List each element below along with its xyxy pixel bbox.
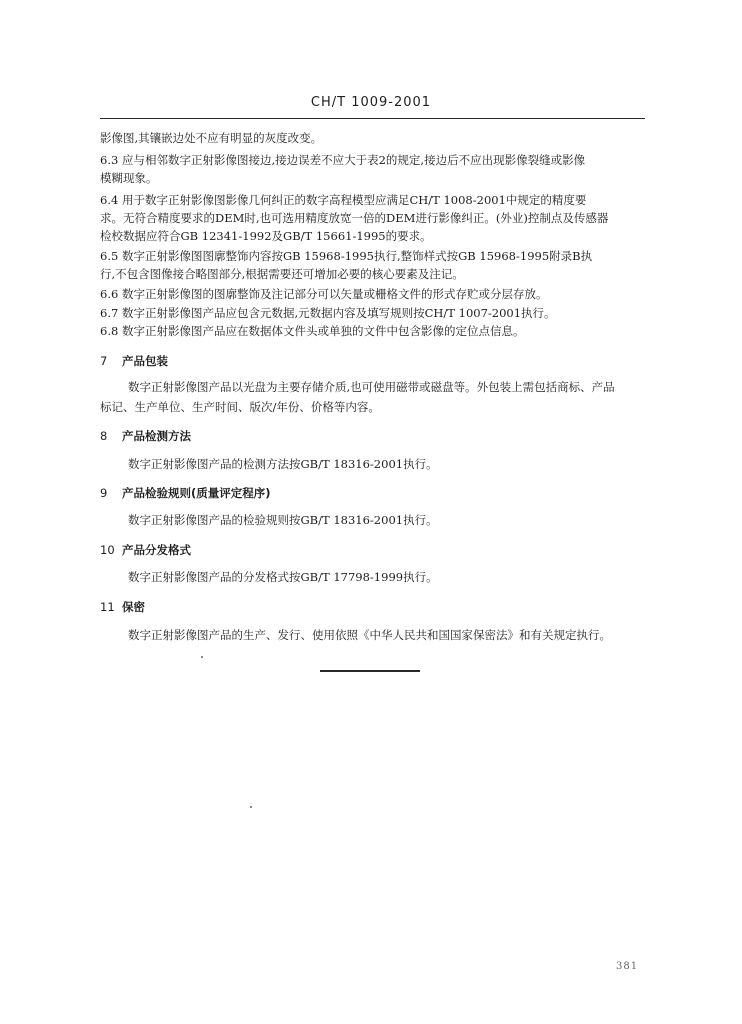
clause-6-5: 6.5 数字正射影像图图廓整饰内容按GB 15968-1995执行,整饰样式按GB 15968-1995附录B执 [100,249,593,263]
section-title: 产品检验规则(质量评定程序) [122,486,271,500]
section-title: 保密 [122,600,145,614]
header-rule [100,118,645,119]
text-line: 模糊现象。 [100,171,158,185]
section-8-heading [100,429,191,443]
section-11-heading [100,600,145,614]
section-number: 11 [100,600,115,614]
section-7-paragraph: 数字正射影像图产品以光盘为主要存储介质,也可使用磁带或磁盘等。外包装上需包括商标、产品 [128,380,615,394]
section-11-paragraph: 数字正射影像图产品的生产、发行、使用依照《中华人民共和国国家保密法》和有关规定执行。 [128,628,611,642]
section-title: 产品分发格式 [122,543,191,557]
clause-6-4: 6.4 用于数字正射影像图影像几何纠正的数字高程模型应满足CH/T 1008-2001中规定的精度要 [100,193,587,207]
section-number: 7 [100,354,108,368]
section-7-heading [100,354,168,368]
scan-speck [250,806,252,808]
end-of-document-rule [320,670,420,672]
section-10-heading [100,543,191,557]
text-line: 标记、生产单位、生产时间、版次/年份、价格等内容。 [100,400,380,414]
clause-6-8: 6.8 数字正射影像图产品应在数据体文件头或单独的文件中包含影像的定位点信息。 [100,324,525,338]
text-line: 影像图,其镶嵌边处不应有明显的灰度改变。 [100,131,323,145]
section-10-paragraph: 数字正射影像图产品的分发格式按GB/T 17798-1999执行。 [128,570,438,584]
section-8-paragraph: 数字正射影像图产品的检测方法按GB/T 18316-2001执行。 [128,457,438,471]
section-number: 9 [100,486,108,500]
clause-6-7: 6.7 数字正射影像图产品应包含元数据,元数据内容及填写规则按CH/T 1007-2001执行。 [100,306,556,320]
section-9-heading [100,486,271,500]
page-number: 381 [616,961,639,972]
section-9-paragraph: 数字正射影像图产品的检验规则按GB/T 18316-2001执行。 [128,513,438,527]
scan-speck [201,656,203,658]
text-line: 行,不包含图像接合略图部分,根据需要还可增加必要的核心要素及注记。 [100,267,464,281]
clause-6-6: 6.6 数字正射影像图的图廓整饰及注记部分可以矢量或栅格文件的形式存贮或分层存放。 [100,287,548,301]
section-title: 产品检测方法 [122,429,191,443]
standard-code-header: CH/T 1009-2001 [310,95,432,110]
section-title: 产品包装 [122,354,168,368]
text-line: 求。无符合精度要求的DEM时,也可选用精度放宽一倍的DEM进行影像纠正。(外业)控制点及传感器 [100,211,609,225]
clause-6-3: 6.3 应与相邻数字正射影像图接边,接边误差不应大于表2的规定,接边后不应出现影像裂缝或影像 [100,153,586,167]
section-number: 10 [100,543,115,557]
section-number: 8 [100,429,108,443]
text-line: 检校数据应符合GB 12341-1992及GB/T 15661-1995的要求。 [100,229,432,243]
